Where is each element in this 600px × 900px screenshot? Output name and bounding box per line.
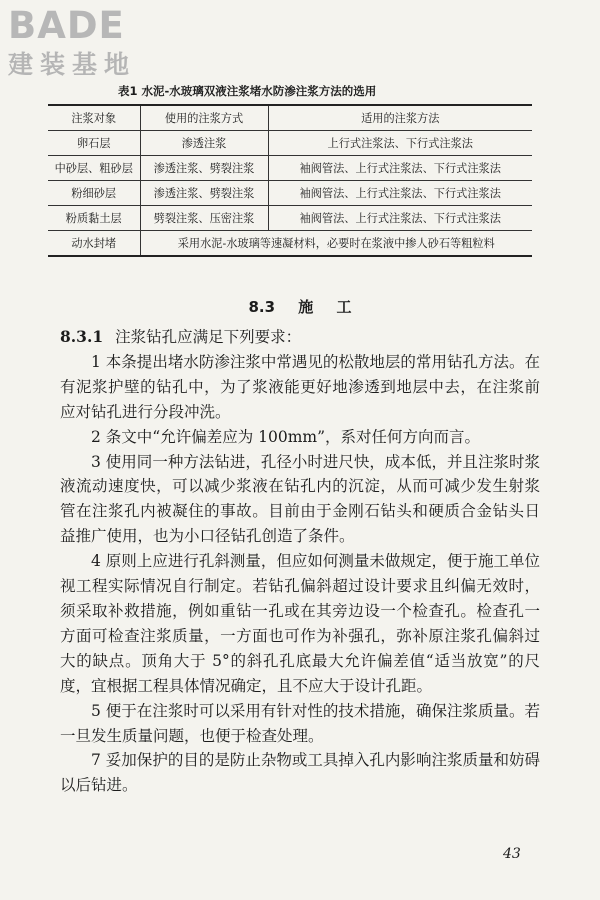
table-cell: 渗透注浆、劈裂注浆 (140, 156, 268, 181)
table-cell: 采用水泥-水玻璃等速凝材料，必要时在浆液中掺人砂石等粗粒料 (140, 231, 532, 257)
table-row (48, 206, 532, 231)
table-row (48, 156, 532, 181)
header-cell: 使用的注浆方式 (140, 105, 268, 131)
paragraph: 7 妥加保护的目的是防止杂物或工具掉入孔内影响注浆质量和妨碍以后钻进。 (60, 751, 540, 795)
paragraph: 3 使用同一种方法钻进，孔径小时进尺快，成本低，并且注浆时浆液流动速度快，可以减少浆液在钻孔内的沉淀，从而可减少发生射浆管在注浆孔内被凝住的事故。目前由于金刚石钻头和硬质合金钻头日益推广使用，也为小口径钻孔创造了条件。 (60, 452, 540, 546)
table-cell: 袖阀管法、上行式注浆法、下行式注浆法 (268, 156, 532, 181)
section-title: 8.3 施 工 (248, 298, 352, 316)
table-cell: 中砂层、粗砂层 (48, 156, 140, 181)
watermark-logo (8, 6, 188, 80)
watermark-brand: BADE (8, 4, 125, 47)
clause-text: 注浆钻孔应满足下列要求： (115, 328, 302, 346)
clause-heading (60, 325, 540, 350)
table-row (48, 231, 532, 257)
paragraph: 2 条文中“允许偏差应为 100mm”，系对任何方向而言。 (91, 427, 481, 446)
table-cell: 粉细砂层 (48, 181, 140, 206)
table-cell: 粉质黏土层 (48, 206, 140, 231)
header-cell: 注浆对象 (48, 105, 140, 131)
clause-number: 8.3.1 (60, 327, 104, 346)
table-cell: 渗透注浆、劈裂注浆 (140, 181, 268, 206)
table-cell: 卵石层 (48, 131, 140, 156)
table-cell: 渗透注浆 (140, 131, 268, 156)
grouting-method-table (48, 104, 532, 257)
table-cell: 袖阀管法、上行式注浆法、下行式注浆法 (268, 206, 532, 231)
paragraph: 4 原则上应进行孔斜测量，但应如何测量未做规定，便于施工单位视工程实际情况自行制定。若钻孔偏斜超过设计要求且纠偏无效时，须采取补救措施，例如重钻一孔或在其旁边设一个检查孔。检查孔一方面可检查注浆质量，一方面也可作为补强孔，弥补原注浆孔偏斜过大的缺点。顶角大于 5°的斜孔孔底最大允许偏差值“适当放宽”的尺度，宜根据工程具体情况确定，且不应大于设计孔距。 (60, 552, 540, 695)
table-cell: 上行式注浆法、下行式注浆法 (268, 131, 532, 156)
body-text (60, 325, 540, 798)
table-header-row (48, 105, 532, 131)
table-row (48, 131, 532, 156)
watermark-subtitle: 建装基地 (8, 50, 137, 79)
header-cell: 适用的注浆方法 (268, 105, 532, 131)
page-number: 43 (503, 846, 521, 862)
table-caption: 表1 水泥-水玻璃双液注浆堵水防渗注浆方法的选用 (118, 84, 377, 98)
table-cell: 袖阀管法、上行式注浆法、下行式注浆法 (268, 181, 532, 206)
paragraph: 5 便于在注浆时可以采用有针对性的技术措施，确保注浆质量。若一旦发生质量问题，也便于检查处理。 (60, 701, 540, 745)
paragraph: 1 本条提出堵水防渗注浆中常遇见的松散地层的常用钻孔方法。在有泥浆护壁的钻孔中，为了浆液能更好地渗透到地层中去，在注浆前应对钻孔进行分段冲洗。 (60, 352, 540, 421)
table-cell: 劈裂注浆、压密注浆 (140, 206, 268, 231)
table-cell: 动水封堵 (48, 231, 140, 257)
table-row (48, 181, 532, 206)
